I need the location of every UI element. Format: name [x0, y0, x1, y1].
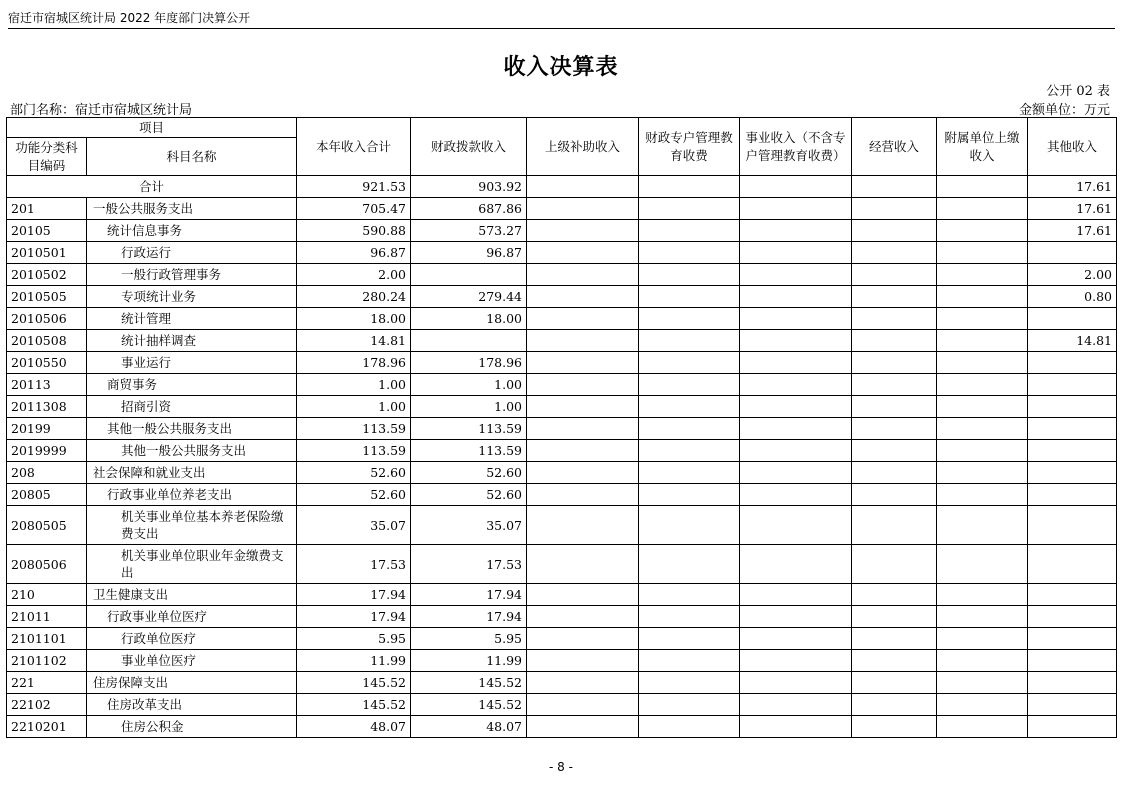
business-income-cell — [740, 628, 852, 650]
superior-subsidy-cell — [527, 352, 639, 374]
table-row — [7, 330, 1117, 352]
subsidiary-income-cell — [937, 198, 1028, 220]
department-name: 部门名称：宿迁市宿城区统计局 — [10, 103, 193, 118]
other-income-cell — [1028, 545, 1117, 584]
name-cell: 一般公共服务支出 — [87, 198, 297, 220]
table-row — [7, 628, 1117, 650]
fiscal-appropriation-cell: 48.07 — [411, 716, 527, 738]
subsidiary-income-cell — [937, 396, 1028, 418]
education-fee-cell — [639, 418, 740, 440]
education-fee-cell — [639, 628, 740, 650]
total-income-cell: 705.47 — [297, 198, 411, 220]
name-cell: 一般行政管理事务 — [87, 264, 297, 286]
fiscal-appropriation-cell — [411, 264, 527, 286]
education-fee-cell — [639, 584, 740, 606]
business-income-cell — [740, 286, 852, 308]
table-row — [7, 308, 1117, 330]
fiscal-appropriation-cell: 5.95 — [411, 628, 527, 650]
name-cell: 统计管理 — [87, 308, 297, 330]
operating-income-cell — [852, 198, 937, 220]
business-income-cell — [740, 242, 852, 264]
header-education-fee: 财政专户管理教育收费 — [639, 118, 740, 176]
code-cell: 20105 — [7, 220, 87, 242]
fiscal-appropriation-cell: 17.53 — [411, 545, 527, 584]
superior-subsidy-cell — [527, 650, 639, 672]
superior-subsidy-cell — [527, 440, 639, 462]
superior-subsidy-cell — [527, 198, 639, 220]
operating-income-cell — [852, 220, 937, 242]
subsidiary-income-cell — [937, 672, 1028, 694]
superior-subsidy-cell — [527, 506, 639, 545]
business-income-cell — [740, 462, 852, 484]
code-cell: 2101101 — [7, 628, 87, 650]
business-income-cell — [740, 672, 852, 694]
fiscal-appropriation-cell: 96.87 — [411, 242, 527, 264]
amount-unit: 金额单位：万元 — [1018, 103, 1110, 118]
name-cell: 行政事业单位养老支出 — [87, 484, 297, 506]
code-cell: 2010501 — [7, 242, 87, 264]
subsidiary-income-cell — [937, 264, 1028, 286]
operating-income-cell — [852, 672, 937, 694]
code-cell: 2019999 — [7, 440, 87, 462]
other-income-cell — [1028, 650, 1117, 672]
education-fee-cell — [639, 694, 740, 716]
education-fee-cell — [639, 220, 740, 242]
table-row — [7, 198, 1117, 220]
operating-income-cell — [852, 308, 937, 330]
total-income-cell: 18.00 — [297, 308, 411, 330]
education-fee-cell — [639, 545, 740, 584]
business-income-cell — [740, 374, 852, 396]
total-income-cell: 921.53 — [297, 176, 411, 198]
education-fee-cell — [639, 462, 740, 484]
operating-income-cell — [852, 628, 937, 650]
business-income-cell — [740, 418, 852, 440]
total-income-cell: 145.52 — [297, 672, 411, 694]
document-header — [8, 10, 1115, 29]
education-fee-cell — [639, 672, 740, 694]
education-fee-cell — [639, 330, 740, 352]
table-number: 公开 02 表 — [1046, 84, 1110, 99]
operating-income-cell — [852, 396, 937, 418]
superior-subsidy-cell — [527, 672, 639, 694]
operating-income-cell — [852, 462, 937, 484]
code-cell: 221 — [7, 672, 87, 694]
fiscal-appropriation-cell: 113.59 — [411, 418, 527, 440]
fiscal-appropriation-cell: 113.59 — [411, 440, 527, 462]
subsidiary-income-cell — [937, 584, 1028, 606]
business-income-cell — [740, 352, 852, 374]
table-row — [7, 440, 1117, 462]
business-income-cell — [740, 308, 852, 330]
page-title: 收入决算表 — [503, 55, 619, 80]
name-cell: 卫生健康支出 — [87, 584, 297, 606]
superior-subsidy-cell — [527, 716, 639, 738]
subsidiary-income-cell — [937, 484, 1028, 506]
name-cell: 其他一般公共服务支出 — [87, 440, 297, 462]
table-row — [7, 484, 1117, 506]
business-income-cell — [740, 694, 852, 716]
name-cell: 行政运行 — [87, 242, 297, 264]
name-cell: 住房公积金 — [87, 716, 297, 738]
code-cell: 2011308 — [7, 396, 87, 418]
table-row — [7, 506, 1117, 545]
other-income-cell: 14.81 — [1028, 330, 1117, 352]
fiscal-appropriation-cell: 145.52 — [411, 694, 527, 716]
fiscal-appropriation-cell: 52.60 — [411, 484, 527, 506]
subsidiary-income-cell — [937, 440, 1028, 462]
subsidiary-income-cell — [937, 220, 1028, 242]
business-income-cell — [740, 606, 852, 628]
table-row — [7, 545, 1117, 584]
income-final-accounts-table — [6, 117, 1117, 738]
other-income-cell — [1028, 374, 1117, 396]
education-fee-cell — [639, 506, 740, 545]
total-label: 合计 — [7, 176, 297, 198]
table-row — [7, 606, 1117, 628]
subsidiary-income-cell — [937, 352, 1028, 374]
fiscal-appropriation-cell: 35.07 — [411, 506, 527, 545]
name-cell: 统计信息事务 — [87, 220, 297, 242]
table-row — [7, 220, 1117, 242]
education-fee-cell — [639, 352, 740, 374]
operating-income-cell — [852, 506, 937, 545]
code-cell: 2080505 — [7, 506, 87, 545]
superior-subsidy-cell — [527, 308, 639, 330]
education-fee-cell — [639, 242, 740, 264]
business-income-cell — [740, 440, 852, 462]
other-income-cell: 0.80 — [1028, 286, 1117, 308]
other-income-cell — [1028, 440, 1117, 462]
business-income-cell — [740, 198, 852, 220]
other-income-cell — [1028, 606, 1117, 628]
operating-income-cell — [852, 242, 937, 264]
other-income-cell — [1028, 672, 1117, 694]
fiscal-appropriation-cell: 178.96 — [411, 352, 527, 374]
other-income-cell — [1028, 716, 1117, 738]
fiscal-appropriation-cell: 18.00 — [411, 308, 527, 330]
fiscal-appropriation-cell: 17.94 — [411, 606, 527, 628]
total-income-cell: 17.94 — [297, 606, 411, 628]
education-fee-cell — [639, 308, 740, 330]
name-cell: 行政单位医疗 — [87, 628, 297, 650]
name-cell: 住房改革支出 — [87, 694, 297, 716]
business-income-cell — [740, 484, 852, 506]
header-total-income: 本年收入合计 — [297, 118, 411, 176]
operating-income-cell — [852, 352, 937, 374]
total-income-cell: 48.07 — [297, 716, 411, 738]
superior-subsidy-cell — [527, 242, 639, 264]
subsidiary-income-cell — [937, 462, 1028, 484]
name-cell: 专项统计业务 — [87, 286, 297, 308]
total-income-cell: 1.00 — [297, 374, 411, 396]
superior-subsidy-cell — [527, 462, 639, 484]
total-income-cell: 35.07 — [297, 506, 411, 545]
operating-income-cell — [852, 264, 937, 286]
header-fiscal-appropriation: 财政拨款收入 — [411, 118, 527, 176]
header-superior-subsidy: 上级补助收入 — [527, 118, 639, 176]
education-fee-cell — [639, 264, 740, 286]
superior-subsidy-cell — [527, 584, 639, 606]
superior-subsidy-cell — [527, 220, 639, 242]
education-fee-cell — [639, 650, 740, 672]
total-income-cell: 2.00 — [297, 264, 411, 286]
total-other-cell: 17.61 — [1028, 176, 1117, 198]
code-cell: 2010505 — [7, 286, 87, 308]
operating-income-cell — [852, 545, 937, 584]
table-row — [7, 716, 1117, 738]
education-fee-cell — [639, 716, 740, 738]
code-cell: 2010506 — [7, 308, 87, 330]
subsidiary-income-cell — [937, 308, 1028, 330]
total-income-cell: 1.00 — [297, 396, 411, 418]
table-row — [7, 462, 1117, 484]
superior-subsidy-cell — [527, 264, 639, 286]
operating-income-cell — [852, 330, 937, 352]
name-cell: 招商引资 — [87, 396, 297, 418]
table-row — [7, 396, 1117, 418]
education-fee-cell — [639, 198, 740, 220]
table-row — [7, 264, 1117, 286]
total-fiscal-cell: 903.92 — [411, 176, 527, 198]
total-income-cell: 145.52 — [297, 694, 411, 716]
total-income-cell: 11.99 — [297, 650, 411, 672]
operating-income-cell — [852, 694, 937, 716]
education-fee-cell — [639, 374, 740, 396]
subsidiary-income-cell — [937, 545, 1028, 584]
other-income-cell — [1028, 584, 1117, 606]
other-income-cell: 17.61 — [1028, 220, 1117, 242]
total-income-cell: 178.96 — [297, 352, 411, 374]
education-fee-cell — [639, 484, 740, 506]
total-income-cell: 113.59 — [297, 418, 411, 440]
code-cell: 20805 — [7, 484, 87, 506]
subsidiary-income-cell — [937, 506, 1028, 545]
table-row — [7, 418, 1117, 440]
name-cell: 其他一般公共服务支出 — [87, 418, 297, 440]
code-cell: 22102 — [7, 694, 87, 716]
fiscal-appropriation-cell: 1.00 — [411, 396, 527, 418]
other-income-cell: 2.00 — [1028, 264, 1117, 286]
business-income-cell — [740, 506, 852, 545]
subsidiary-income-cell — [937, 716, 1028, 738]
business-income-cell — [740, 264, 852, 286]
education-fee-cell — [639, 396, 740, 418]
subsidiary-income-cell — [937, 286, 1028, 308]
education-fee-cell — [639, 286, 740, 308]
operating-income-cell — [852, 440, 937, 462]
total-income-cell: 52.60 — [297, 484, 411, 506]
name-cell: 事业运行 — [87, 352, 297, 374]
fiscal-appropriation-cell: 1.00 — [411, 374, 527, 396]
other-income-cell — [1028, 484, 1117, 506]
other-income-cell — [1028, 308, 1117, 330]
total-income-cell: 590.88 — [297, 220, 411, 242]
other-income-cell — [1028, 694, 1117, 716]
total-income-cell: 17.53 — [297, 545, 411, 584]
page-number: - 8 - — [549, 760, 573, 774]
name-cell: 行政事业单位医疗 — [87, 606, 297, 628]
header-business-income: 事业收入（不含专户管理教育收费） — [740, 118, 852, 176]
other-income-cell — [1028, 352, 1117, 374]
code-cell: 21011 — [7, 606, 87, 628]
name-cell: 社会保障和就业支出 — [87, 462, 297, 484]
operating-income-cell — [852, 286, 937, 308]
total-income-cell: 52.60 — [297, 462, 411, 484]
subsidiary-income-cell — [937, 330, 1028, 352]
business-income-cell — [740, 396, 852, 418]
superior-subsidy-cell — [527, 606, 639, 628]
subsidiary-income-cell — [937, 650, 1028, 672]
operating-income-cell — [852, 418, 937, 440]
subsidiary-income-cell — [937, 694, 1028, 716]
code-cell: 2210201 — [7, 716, 87, 738]
table-row — [7, 584, 1117, 606]
business-income-cell — [740, 220, 852, 242]
name-cell: 统计抽样调查 — [87, 330, 297, 352]
code-cell: 20199 — [7, 418, 87, 440]
fiscal-appropriation-cell: 145.52 — [411, 672, 527, 694]
header-other-income: 其他收入 — [1028, 118, 1117, 176]
other-income-cell — [1028, 396, 1117, 418]
other-income-cell: 17.61 — [1028, 198, 1117, 220]
operating-income-cell — [852, 584, 937, 606]
subsidiary-income-cell — [937, 374, 1028, 396]
table-row — [7, 650, 1117, 672]
table-row — [7, 352, 1117, 374]
fiscal-appropriation-cell: 573.27 — [411, 220, 527, 242]
total-income-cell: 96.87 — [297, 242, 411, 264]
superior-subsidy-cell — [527, 628, 639, 650]
name-cell: 事业单位医疗 — [87, 650, 297, 672]
table-row — [7, 694, 1117, 716]
name-cell: 机关事业单位职业年金缴费支出 — [87, 545, 297, 584]
superior-subsidy-cell — [527, 418, 639, 440]
total-row — [7, 176, 1117, 198]
fiscal-appropriation-cell: 687.86 — [411, 198, 527, 220]
other-income-cell — [1028, 418, 1117, 440]
fiscal-appropriation-cell — [411, 330, 527, 352]
other-income-cell — [1028, 462, 1117, 484]
superior-subsidy-cell — [527, 396, 639, 418]
business-income-cell — [740, 716, 852, 738]
total-income-cell: 280.24 — [297, 286, 411, 308]
header-project: 项目 — [7, 118, 297, 138]
code-cell: 208 — [7, 462, 87, 484]
superior-subsidy-cell — [527, 330, 639, 352]
superior-subsidy-cell — [527, 545, 639, 584]
header-subject-name: 科目名称 — [87, 138, 297, 176]
business-income-cell — [740, 330, 852, 352]
name-cell: 住房保障支出 — [87, 672, 297, 694]
header-function-code: 功能分类科目编码 — [7, 138, 87, 176]
table-row — [7, 672, 1117, 694]
fiscal-appropriation-cell: 17.94 — [411, 584, 527, 606]
subsidiary-income-cell — [937, 606, 1028, 628]
superior-subsidy-cell — [527, 484, 639, 506]
subsidiary-income-cell — [937, 242, 1028, 264]
code-cell: 2080506 — [7, 545, 87, 584]
code-cell: 2010550 — [7, 352, 87, 374]
document-header-text: 宿迁市宿城区统计局 2022 年度部门决算公开 — [8, 11, 251, 25]
operating-income-cell — [852, 484, 937, 506]
total-income-cell: 14.81 — [297, 330, 411, 352]
superior-subsidy-cell — [527, 374, 639, 396]
code-cell: 2010502 — [7, 264, 87, 286]
business-income-cell — [740, 584, 852, 606]
name-cell: 机关事业单位基本养老保险缴费支出 — [87, 506, 297, 545]
header-operating-income: 经营收入 — [852, 118, 937, 176]
total-income-cell: 5.95 — [297, 628, 411, 650]
other-income-cell — [1028, 506, 1117, 545]
table-row — [7, 374, 1117, 396]
operating-income-cell — [852, 716, 937, 738]
table-row — [7, 286, 1117, 308]
code-cell: 201 — [7, 198, 87, 220]
other-income-cell — [1028, 242, 1117, 264]
subsidiary-income-cell — [937, 418, 1028, 440]
operating-income-cell — [852, 374, 937, 396]
business-income-cell — [740, 545, 852, 584]
subsidiary-income-cell — [937, 628, 1028, 650]
operating-income-cell — [852, 650, 937, 672]
code-cell: 2010508 — [7, 330, 87, 352]
other-income-cell — [1028, 628, 1117, 650]
table-row — [7, 242, 1117, 264]
name-cell: 商贸事务 — [87, 374, 297, 396]
code-cell: 2101102 — [7, 650, 87, 672]
header-subsidiary-income: 附属单位上缴收入 — [937, 118, 1028, 176]
fiscal-appropriation-cell: 11.99 — [411, 650, 527, 672]
fiscal-appropriation-cell: 52.60 — [411, 462, 527, 484]
total-income-cell: 113.59 — [297, 440, 411, 462]
total-income-cell: 17.94 — [297, 584, 411, 606]
education-fee-cell — [639, 606, 740, 628]
education-fee-cell — [639, 440, 740, 462]
superior-subsidy-cell — [527, 286, 639, 308]
superior-subsidy-cell — [527, 694, 639, 716]
code-cell: 210 — [7, 584, 87, 606]
business-income-cell — [740, 650, 852, 672]
fiscal-appropriation-cell: 279.44 — [411, 286, 527, 308]
operating-income-cell — [852, 606, 937, 628]
code-cell: 20113 — [7, 374, 87, 396]
